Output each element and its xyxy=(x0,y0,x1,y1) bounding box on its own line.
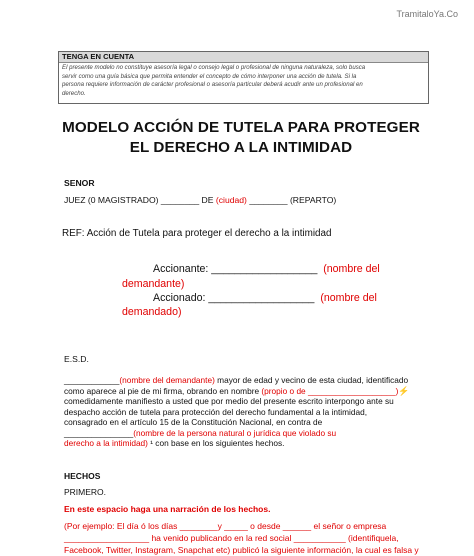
text: ¹ con base en los siguientes hechos. xyxy=(147,438,285,448)
accionante-line xyxy=(153,263,380,275)
reference-line: REF: Acción de Tutela para proteger el derecho a la intimidad xyxy=(62,228,332,239)
facts-heading: HECHOS xyxy=(64,471,101,481)
blank: ____________ xyxy=(64,375,120,385)
accionante-hint: (nombre del xyxy=(323,263,380,275)
disclaimer-heading: TENGA EN CUENTA xyxy=(59,52,428,63)
text: mayor de edad y vecino de esta ciudad, identificado xyxy=(214,375,409,385)
example-line: __________________ ha venido publicando en la red social ___________ (identifiquela, xyxy=(64,533,399,543)
judge-prefix: JUEZ (0 MAGISTRADO) ________ DE xyxy=(64,195,216,205)
recipient-judge-line xyxy=(64,195,336,205)
facts-instruction: En este espacio haga una narración de los hechos. xyxy=(64,504,271,514)
recipient-senor: SENOR xyxy=(64,178,95,188)
accionado-line xyxy=(153,292,377,304)
example-line: Facebook, Twitter, Instagram, Snapchat etc) publicó la siguiente información, la cual es falsa y xyxy=(64,545,419,555)
example-line: (Por ejemplo: El día ó los días ________y _____ o desde ______ el señor o empresa xyxy=(64,521,387,531)
text: como aparece al pie de mi firma, obrando en nombre xyxy=(64,385,262,396)
watermark-text: TramitaloYa.Co xyxy=(396,9,458,19)
own-name-placeholder: (propio o de ___________________) xyxy=(261,385,399,396)
disclaimer-box xyxy=(58,51,429,104)
para-line xyxy=(64,438,420,449)
facts-first: PRIMERO. xyxy=(64,487,107,497)
accionado-label: Accionado: __________________ xyxy=(153,292,315,304)
disclaimer-line: El presente modelo no constituye asesoría legal o consejo legal o profesional de ninguna naturaleza, solo busca xyxy=(62,64,366,71)
judge-suffix: ________ (REPARTO) xyxy=(246,195,337,205)
para-line xyxy=(64,428,420,439)
disclaimer-line: persona requiere información de carácter profesional o asesoría particular deberá acudir ante un profesional en xyxy=(62,81,363,89)
accionado-hint: (nombre del xyxy=(320,292,377,304)
para-line: consagrado en el artículo 15 de la Constitución Nacional, en contra de xyxy=(64,417,323,427)
para-line xyxy=(64,375,420,386)
title-line-1: MODELO ACCIÓN DE TUTELA PARA PROTEGER xyxy=(62,119,420,136)
disclaimer-line: derecho. xyxy=(62,90,86,98)
document-title xyxy=(40,118,442,158)
title-line-2: EL DERECHO A LA INTIMIDAD xyxy=(129,139,353,156)
defendant-placeholder: (nombre de la persona natural o jurídica que violado su xyxy=(133,427,337,438)
disclaimer-text xyxy=(59,63,428,99)
para-line: comedidamente manifiesto a usted que por medio del presente escrito interpongo ante su xyxy=(64,396,394,406)
para-line: despacho acción de tutela para protección del derecho fundamental a la intimidad, xyxy=(64,406,368,417)
petition-paragraph xyxy=(64,375,420,449)
para-line xyxy=(64,386,420,397)
accionante-label: Accionante: __________________ xyxy=(153,263,318,275)
lightning-icon: ⚡ xyxy=(398,385,410,396)
defendant-placeholder-cont: derecho a la intimidad) xyxy=(64,438,148,448)
blank: _______________ xyxy=(64,427,134,438)
disclaimer-line: servir como una guía básica que permita entender el concepto de cómo interponer una acción de tutela. Si la xyxy=(62,72,357,80)
accionado-hint-cont: demandado) xyxy=(122,306,182,318)
plaintiff-placeholder: (nombre del demandante) xyxy=(119,375,215,385)
esd-label: E.S.D. xyxy=(64,354,89,364)
accionante-hint-cont: demandante) xyxy=(122,278,185,290)
city-placeholder: (ciudad) xyxy=(215,195,247,205)
